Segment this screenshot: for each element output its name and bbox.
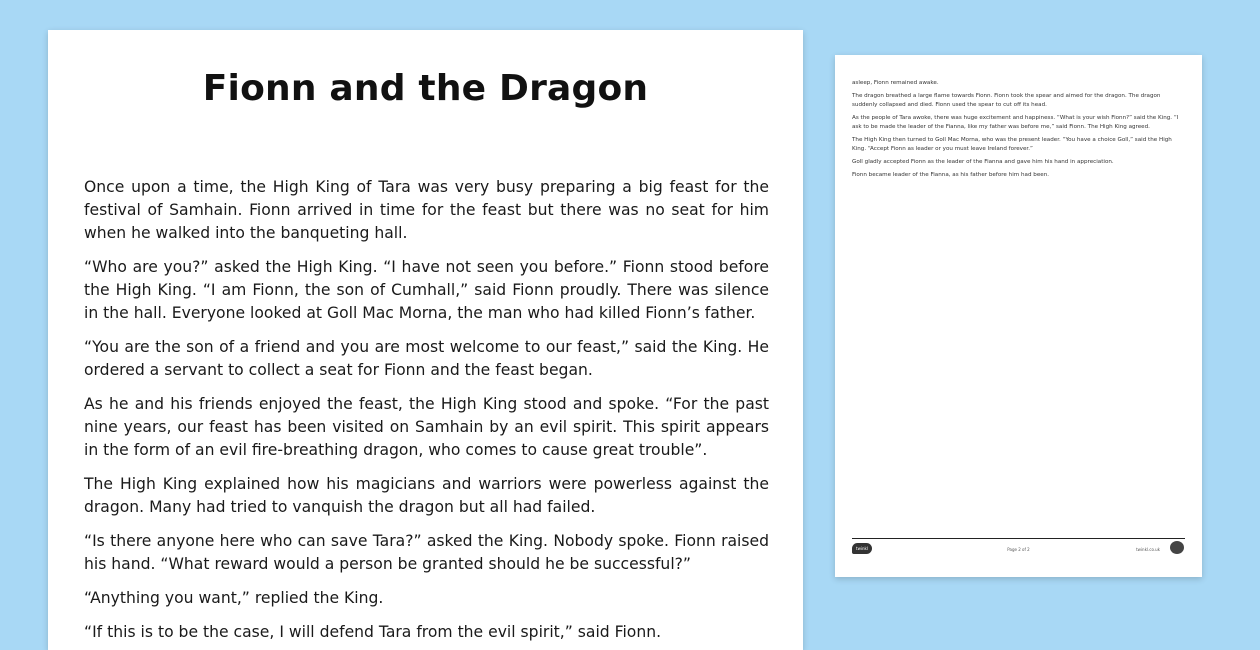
page-1-body bbox=[84, 176, 769, 650]
paragraph: Once upon a time, the High King of Tara was very busy preparing a big feast for the festival of Samhain. Fionn arrived in time for the feast but there was no seat for him when he walked into the banqueting hall. bbox=[84, 178, 769, 242]
paragraph: The High King then turned to Goll Mac Morna, who was the present leader. “You have a choice Goll,” said the High King. “Accept Fionn as leader or you must leave Ireland forever.” bbox=[852, 137, 1172, 152]
paragraph: “You are the son of a friend and you are most welcome to our feast,” said the King. He ordered a servant to collect a seat for Fionn and the feast began. bbox=[84, 338, 769, 379]
paragraph: Goll gladly accepted Fionn as the leader of the Fianna and gave him his hand in appreciation. bbox=[852, 159, 1114, 165]
document-title: Fionn and the Dragon bbox=[202, 68, 649, 109]
site-url: twinkl.co.uk bbox=[1136, 547, 1160, 552]
document-page-2 bbox=[835, 55, 1202, 577]
paragraph: As the people of Tara awoke, there was huge excitement and happiness. “What is your wish Fionn?” said the King. “I ask to be made the leader of the Fianna, like my father was before me,” said Fionn. The High King agreed. bbox=[852, 115, 1179, 130]
paragraph: “Anything you want,” replied the King. bbox=[84, 589, 384, 607]
document-page-1 bbox=[48, 30, 803, 650]
page-2-body bbox=[852, 79, 1185, 184]
badge-icon bbox=[1170, 541, 1184, 554]
paragraph: asleep, Fionn remained awake. bbox=[852, 80, 939, 86]
paragraph: Fionn became leader of the Fianna, as his father before him had been. bbox=[852, 172, 1050, 178]
paragraph: The dragon breathed a large flame towards Fionn. Fionn took the spear and aimed for the dragon. The dragon suddenly collapsed and died. Fionn used the spear to cut off its head. bbox=[852, 93, 1161, 108]
paragraph: As he and his friends enjoyed the feast, the High King stood and spoke. “For the past nine years, our feast has been visited on Samhain by an evil spirit. This spirit appears in the form of an evil fire-breathing dragon, who comes to cause great trouble”. bbox=[84, 395, 769, 459]
twinkl-logo: twinkl bbox=[852, 543, 872, 554]
paragraph: “If this is to be the case, I will defend Tara from the evil spirit,” said Fionn. bbox=[84, 623, 662, 641]
footer-divider bbox=[852, 538, 1185, 539]
paragraph: “Who are you?” asked the High King. “I have not seen you before.” Fionn stood before the High King. “I am Fionn, the son of Cumhall,” said Fionn proudly. There was silence in the hall. Everyone looked at Goll Mac Morna, the man who had killed Fionn’s father. bbox=[84, 258, 769, 322]
paragraph: The High King explained how his magicians and warriors were powerless against the dragon. Many had tried to vanquish the dragon but all had failed. bbox=[84, 475, 769, 516]
paragraph: “Is there anyone here who can save Tara?” asked the King. Nobody spoke. Fionn raised his hand. “What reward would a person be granted should he be successful?” bbox=[84, 532, 769, 573]
page-number: Page 2 of 2 bbox=[1007, 547, 1030, 552]
